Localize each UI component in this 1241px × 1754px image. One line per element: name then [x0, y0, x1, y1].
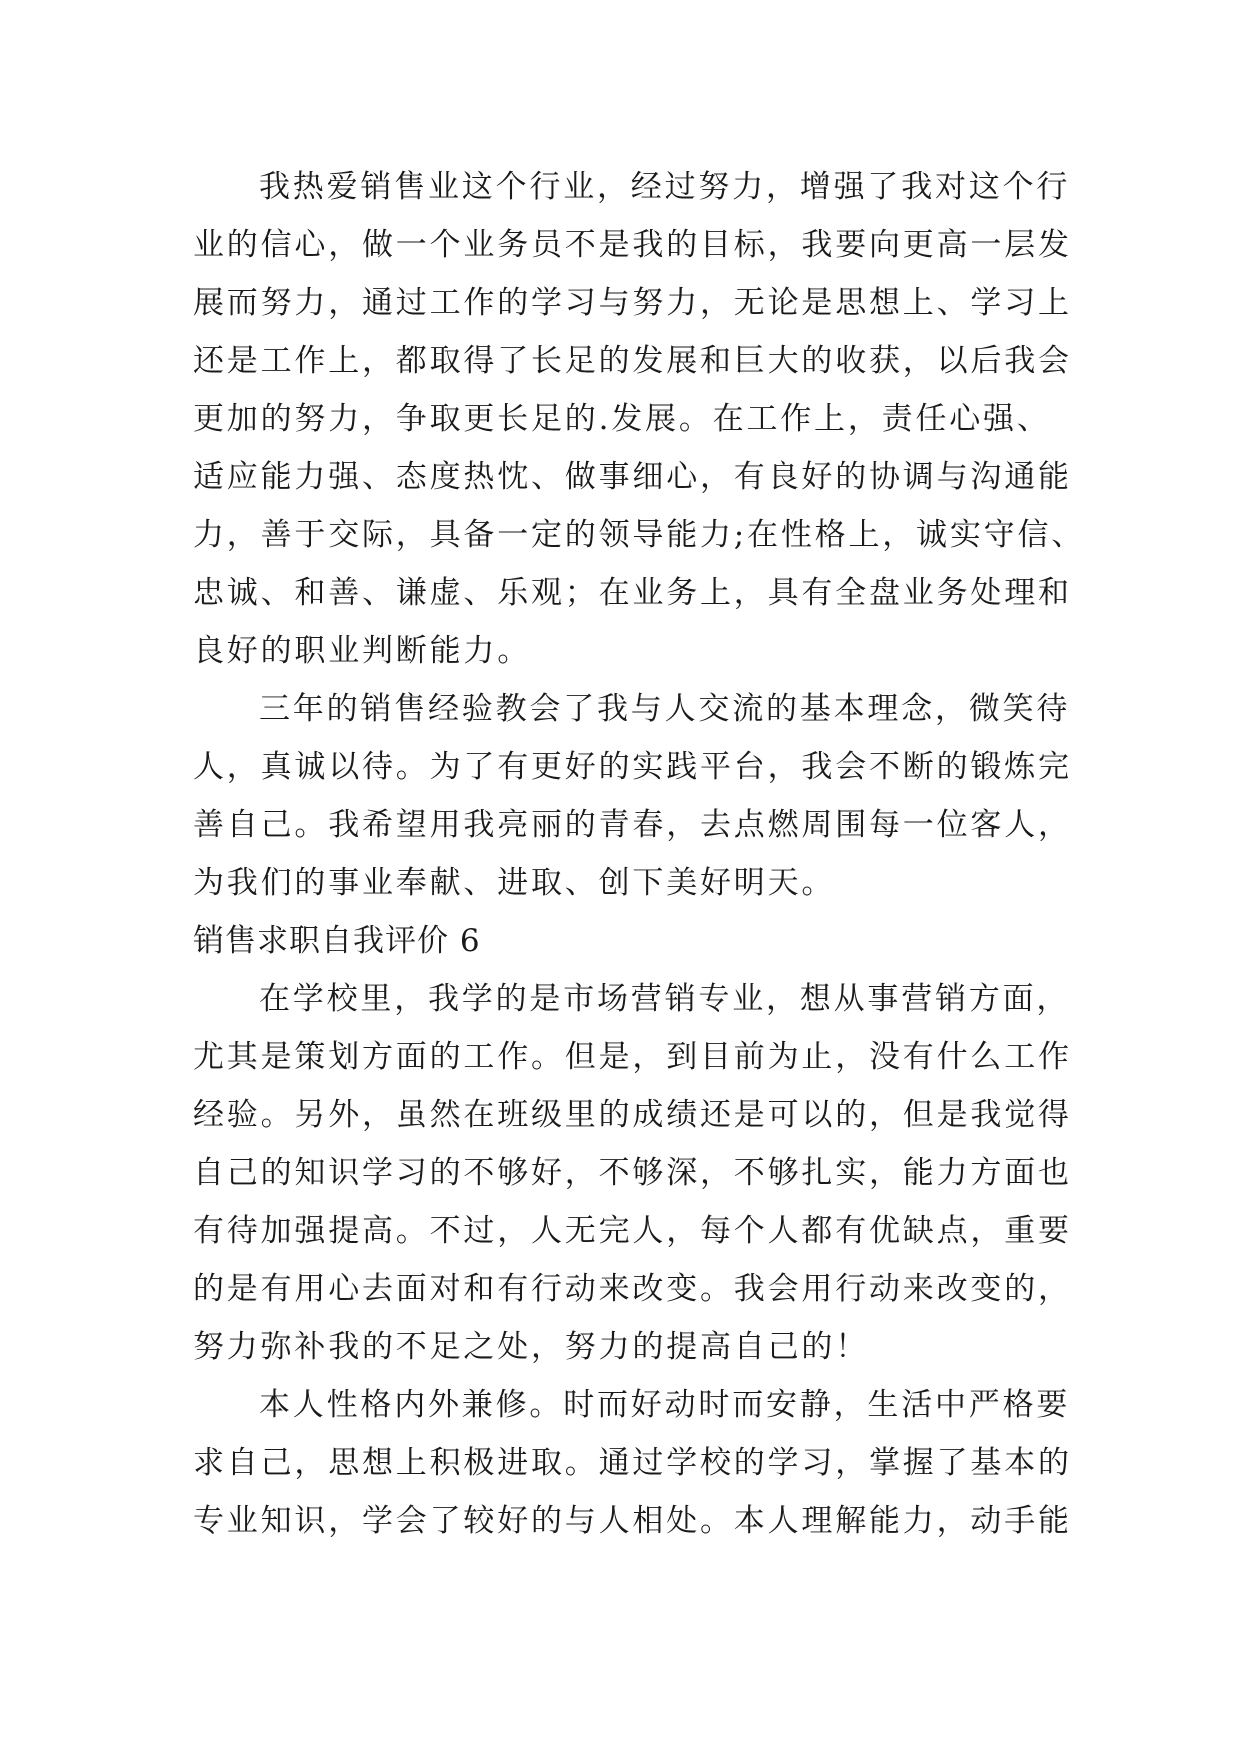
text-line: 我热爱销售业这个行业，经过努力，增强了我对这个行	[259, 169, 1071, 205]
text-line: 适应能力强、态度热忱、做事细心，有良好的协调与沟通能	[193, 459, 1072, 495]
text-line: 忠诚、和善、谦虚、乐观；在业务上，具有全盘业务处理和	[193, 575, 1072, 611]
text-line: 在学校里，我学的是市场营销专业，想从事营销方面，	[259, 981, 1071, 1017]
text-line: 尤其是策划方面的工作。但是，到目前为止，没有什么工作	[193, 1039, 1072, 1075]
text-line: 为我们的事业奉献、进取、创下美好明天。	[193, 865, 836, 901]
text-line: 的是有用心去面对和有行动来改变。我会用行动来改变的，	[193, 1271, 1072, 1307]
paragraph-sales-passion	[193, 158, 1086, 680]
text-line: 良好的职业判断能力。	[193, 633, 531, 669]
section-heading: 销售求职自我评价 6	[193, 923, 481, 959]
text-line: 人，真诚以待。为了有更好的实践平台，我会不断的锻炼完	[193, 749, 1072, 785]
text-line: 努力弥补我的不足之处，努力的提高自己的！	[193, 1329, 869, 1365]
text-line: 经验。另外，虽然在班级里的成绩还是可以的，但是我觉得	[193, 1097, 1072, 1133]
text-line: 专业知识，学会了较好的与人相处。本人理解能力，动手能	[193, 1503, 1072, 1539]
paragraph-personality	[193, 1376, 1072, 1550]
text-line: 求自己，思想上积极进取。通过学校的学习，掌握了基本的	[193, 1445, 1072, 1481]
text-line: 善自己。我希望用我亮丽的青春，去点燃周围每一位客人，	[193, 807, 1072, 843]
text-line: 还是工作上，都取得了长足的发展和巨大的收获，以后我会	[193, 343, 1072, 379]
text-line: 业的信心，做一个业务员不是我的目标，我要向更高一层发	[193, 227, 1072, 263]
text-line: 展而努力，通过工作的学习与努力，无论是思想上、学习上	[193, 285, 1072, 321]
document-page	[193, 158, 1086, 1550]
text-line: 有待加强提高。不过，人无完人，每个人都有优缺点，重要	[193, 1213, 1072, 1249]
text-line: 力，善于交际，具备一定的领导能力;在性格上，诚实守信、	[193, 517, 1086, 553]
paragraph-school-study	[193, 970, 1072, 1376]
text-line: 更加的努力，争取更长足的.发展。在工作上，责任心强、	[193, 401, 1051, 437]
text-line: 三年的销售经验教会了我与人交流的基本理念，微笑待	[259, 691, 1071, 727]
text-line: 本人性格内外兼修。时而好动时而安静，生活中严格要	[259, 1387, 1071, 1423]
paragraph-sales-experience	[193, 680, 1072, 912]
text-line: 自己的知识学习的不够好，不够深，不够扎实，能力方面也	[193, 1155, 1072, 1191]
